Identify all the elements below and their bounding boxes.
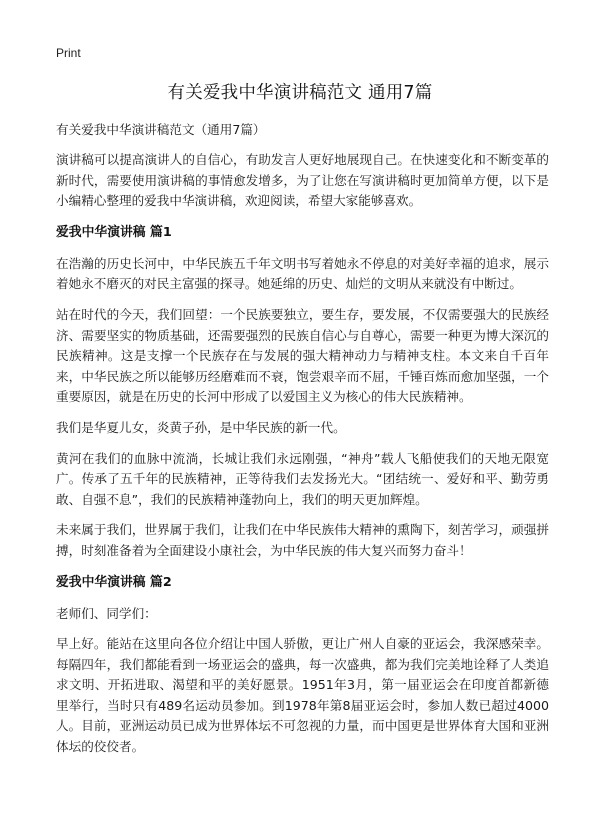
article-body	[56, 120, 549, 768]
section-2-heading: 爱我中华演讲稿 篇2	[56, 574, 172, 590]
print-link[interactable]: Print	[56, 46, 81, 60]
section-1-paragraph: 在浩瀚的历史长河中，中华民族五千年文明书写着她永不停息的对美好幸福的追求，展示着她永不磨灭的对民主富强的探寻。她延绵的历史、灿烂的文明从来就没有中断过。	[56, 255, 549, 292]
section-1-heading: 爱我中华演讲稿 篇1	[56, 224, 172, 240]
section-2-paragraph: 老师们、同学们：	[56, 605, 157, 621]
page-title: 有关爱我中华演讲稿范文 通用7篇	[167, 83, 433, 103]
section-1-paragraph: 我们是华夏儿女，炎黄子孙，是中华民族的新一代。	[56, 419, 346, 435]
section-1-paragraph: 黄河在我们的血脉中流淌，长城让我们永远刚强，“神舟”载人飞船使我们的天地无限宽广。传承了五千年的民族精神，正等待我们去发扬光大。“团结统一、爱好和平、勤劳勇敢、自强不息”，我们的民族精神蓬勃向上，我们的明天更加辉煌。	[56, 450, 549, 507]
section-1-paragraph: 未来属于我们，世界属于我们，让我们在中华民族伟大精神的熏陶下，刻苦学习，顽强拼搏，时刻准备着为全面建设小康社会，为中华民族的伟大复兴而努力奋斗！	[56, 522, 549, 558]
article-subtitle: 有关爱我中华演讲稿范文（通用7篇）	[56, 122, 266, 137]
intro-paragraph: 演讲稿可以提高演讲人的自信心，有助发言人更好地展现自己。在快速变化和不断变革的新时代，需要使用演讲稿的事情愈发增多，为了让您在写演讲稿时更加简单方便，以下是小编精心整理的爱我中华演讲稿，欢迎阅读，希望大家能够喜欢。	[56, 152, 549, 209]
section-2-paragraph: 早上好。能站在这里向各位介绍让中国人骄傲，更让广州人自豪的亚运会，我深感荣幸。每隔四年，我们都能看到一场亚运会的盛典，每一次盛典，都为我们完美地诠释了人类追求文明、开拓进取、渴望和平的美好愿景。1951年3月，第一届亚运会在印度首都新德里举行，当时只有489名运动员参加。到1978年第8届亚运会时，参加人数已超过4000人。目前，亚洲运动员已成为世界体坛不可忽视的力量，而中国更是世界体育大国和亚洲体坛的佼佼者。	[56, 636, 549, 755]
section-1-paragraph: 站在时代的今天，我们回望：一个民族要独立，要生存，要发展，不仅需要强大的民族经济、需要坚实的物质基础，还需要强烈的民族自信心与自尊心，需要一种更为博大深沉的民族精神。这是支撑一个民族存在与发展的强大精神动力与精神支柱。本文来自千百年来，中华民族之所以能够历经磨难而不衰，饱尝艰辛而不屈，千锤百炼而愈加坚强，一个重要原因，就是在历史的长河中形成了以爱国主义为核心的伟大民族精神。	[56, 306, 549, 405]
